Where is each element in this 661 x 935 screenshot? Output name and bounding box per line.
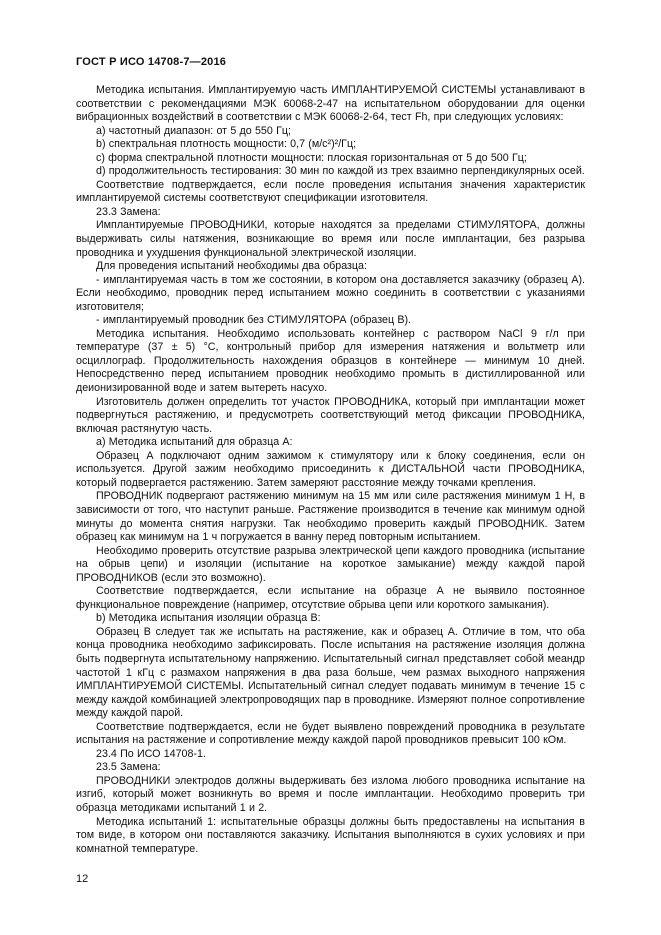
paragraph: 23.4 По ИСО 14708-1.	[96, 747, 206, 760]
paragraph: a) частотный диапазон: от 5 до 550 Гц;	[96, 124, 291, 137]
paragraph: Образец B следует так же испытать на растяжение, как и образец A. Отличие в том, что оба конца проводника необходимо зафиксировать. После испытания на растяжение изоляция должна быть подвергнута испытательному напряжению. Испытательный сигнал представляет собой меандр частотой 1 кГц с размахом напряжения в два раза больше, чем размах выходного напряжения ИМПЛАНТИРУЕМОЙ СИСТЕМЫ. Испытательный сигнал следует подавать минимум в течение 15 с между каждой комбинацией электропроводящих пар в проводнике. Измеряют полное сопротивление между каждой парой.	[76, 625, 585, 720]
paragraph: Соответствие подтверждается, если испытание на образце A не выявило постоянное функциональное повреждение (например, отсутствие обрыва цепи или короткого замыкания).	[76, 585, 585, 611]
paragraph: 23.5 Замена:	[96, 761, 161, 774]
paragraph: 23.3 Замена:	[96, 205, 161, 218]
paragraph: Имплантируемые ПРОВОДНИКИ, которые находятся за пределами СТИМУЛЯТОРА, должны выдерживать силы натяжения, возникающие во время или после имплантации, без разрыва проводника и ухудшения функциональной электрической изоляции.	[76, 219, 585, 259]
paragraph: Методика испытаний 1: испытательные образцы должны быть предоставлены на испытания в том виде, в котором они поставляются заказчику. Испытания выполняются в сухих условиях и при комнатной температуре.	[76, 815, 585, 855]
document-body	[76, 84, 585, 856]
paragraph: - имплантируемая часть в том же состоянии, в котором она доставляется заказчику (образец A). Если необходимо, проводник перед испытанием можно соединить в соответствии с указаниями изготовителя;	[76, 273, 585, 313]
paragraph: Изготовитель должен определить тот участок ПРОВОДНИКА, который при имплантации может подвергнуться растяжению, и предусмотреть соответствующий метод фиксации ПРОВОДНИКА, включая растянутую часть.	[76, 395, 585, 435]
page-number: 12	[76, 873, 89, 885]
paragraph: ПРОВОДНИК подвергают растяжению минимум на 15 мм или силе растяжения минимум 1 Н, в зависимости от того, что наступит раньше. Растяжение производится в течение как минимум одной минуты до момента снятия нагрузки. Так необходимо проверить каждый ПРОВОДНИК. Затем образец как минимум на 1 ч погружается в ванну перед повторным испытанием.	[76, 490, 585, 544]
paragraph: - имплантируемый проводник без СТИМУЛЯТОРА (образец B).	[96, 314, 411, 327]
paragraph: b) Методика испытания изоляции образца B:	[96, 612, 321, 625]
paragraph: d) продолжительность тестирования: 30 мин по каждой из трех взаимно перпендикулярных осей.	[96, 165, 585, 178]
paragraph: Соответствие подтверждается, если не будет выявлено повреждений проводника в результате испытания на растяжение и сопротивление между каждой парой проводников превысит 100 кОм.	[76, 720, 585, 747]
paragraph: Соответствие подтверждается, если после проведения испытания значения характеристик имплантируемой системы соответствуют спецификации изготовителя.	[76, 178, 585, 205]
doc-header: ГОСТ Р ИСО 14708-7—2016	[76, 56, 227, 68]
paragraph: Необходимо проверить отсутствие разрыва электрической цепи каждого проводника (испытание на обрыв цепи) и изоляции (испытание на короткое замыкание) между каждой парой ПРОВОДНИКОВ (если это возможно).	[76, 544, 585, 584]
paragraph: b) спектральная плотность мощности: 0,7 (м/с²)²/Гц;	[96, 138, 357, 151]
paragraph: Методика испытания. Имплантируемую часть ИМПЛАНТИРУЕМОЙ СИСТЕМЫ устанавливают в соответствии с рекомендациями МЭК 60068-2-47 на испытательном оборудовании для оценки вибрационных воздействий в соответствии с МЭК 60068-2-64, тест Fh, при следующих условиях:	[76, 84, 585, 124]
paragraph: Образец A подключают одним зажимом к стимулятору или к блоку соединения, если он используется. Другой зажим необходимо присоединить к ДИСТАЛЬНОЙ части ПРОВОДНИКА, который подвергается растяжению. Затем замеряют расстояние между точками крепления.	[76, 449, 585, 489]
paragraph: ПРОВОДНИКИ электродов должны выдерживать без излома любого проводника испытание на изгиб, который может возникнуть во время и после имплантации. Необходимо проверить три образца методиками испытаний 1 и 2.	[76, 774, 585, 814]
paragraph: Для проведения испытаний необходимы два образца:	[96, 260, 367, 273]
paragraph: Методика испытания. Необходимо использовать контейнер с раствором NaCl 9 г/л при температуре (37 ± 5) °C, контрольный прибор для измерения натяжения и вольтметр или осциллограф. Продолжительность нахождения образцов в контейнере — минимум 10 дней. Непосредственно перед испытанием проводник необходимо промыть в дистиллированной или деионизированной воде и затем вытереть насухо.	[76, 327, 585, 395]
paragraph: c) форма спектральной плотности мощности: плоская горизонтальная от 5 до 500 Гц;	[96, 151, 527, 164]
paragraph: a) Методика испытаний для образца A:	[96, 436, 293, 449]
